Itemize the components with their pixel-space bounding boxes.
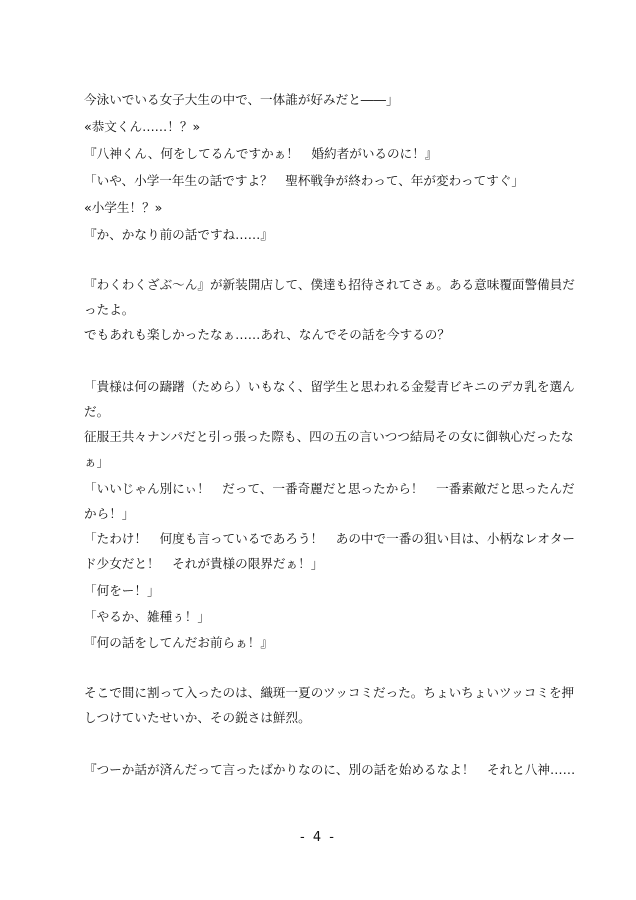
text-line: しつけていたせいか、その鋭さは鮮烈。 [84,710,311,725]
text-line: 「貴様は何の躊躇（ためら）いもなく、留学生と思われる金髪青ビキニのデカ乳を選ん [84,379,575,394]
text-line: そこで間に割って入ったのは、織斑一夏のツッコミだった。ちょいちょいツッコミを押 [84,685,575,700]
text-line: ったよ。 [84,302,135,317]
text-line: から！」 [84,506,135,521]
text-line: 今泳いでいる女子大生の中で、一体誰が好みだと――」 [84,92,399,107]
text-line: «小学生！？» [84,200,163,215]
page-number: - 4 - [300,830,336,845]
text-line: 「何をー！」 [84,583,160,598]
text-line: ド少女だと！ それが貴様の限界だぁ！」 [84,556,324,571]
text-line: でもあれも楽しかったなぁ……あれ、なんでその話を今するの？ [84,327,450,342]
text-line: だ。 [84,404,110,419]
text-line: 「いや、小学一年生の話ですよ？ 聖杯戦争が終わって、年が変わってすぐ」 [84,173,525,188]
text-line: 『何の話をしてんだお前らぁ！』 [84,635,273,650]
text-line: 『わくわくざぶ～ん』が新装開店して、僕達も招待されてさぁ。ある意味覆面警備員だ [84,277,575,292]
text-line: 『八神くん、何をしてるんですかぁ！ 婚約者がいるのに！』 [84,146,438,161]
text-line: 「やるか、雑種ぅ！」 [84,609,210,624]
text-line: 『か、かなり前の話ですね……』 [84,227,273,242]
text-line: 「たわけ！ 何度も言っているであろう！ あの中で一番の狙い目は、小柄なレオター [84,531,576,546]
text-line: «恭文くん……！？» [84,119,201,134]
text-line: 「いいじゃん別にぃ！ だって、一番奇麗だと思ったから！ 一番素敵だと思ったんだ [84,481,575,496]
text-line: ぁ」 [84,454,110,469]
text-line: 『つーか話が済んだって言ったばかりなのに、別の話を始めるなよ！ それと八神…… [84,762,576,777]
text-line: 征服王共々ナンパだと引っ張った際も、四の五の言いつつ結局その女に御執心だったな [84,429,574,444]
